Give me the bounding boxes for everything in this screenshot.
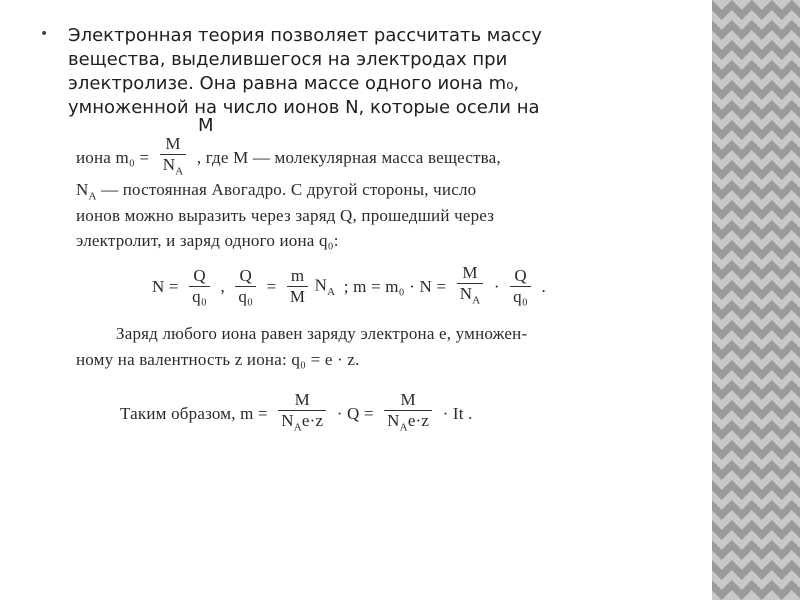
scan-text: иона m₀ = [76,147,150,167]
fraction-denominator: q₀ [513,287,528,307]
subscript: A [175,165,184,178]
scan-line-1 [72,134,505,181]
equation-1 [148,263,550,310]
subscript: A [399,421,408,434]
fraction-numerator: Q [510,266,531,287]
eq-text: · Q = [336,403,374,423]
eq-text: N = [152,276,179,296]
fraction [287,266,308,307]
eq-text: · It . [442,403,473,423]
fraction [160,134,187,181]
eq-text: . [541,276,546,296]
fraction-denominator [457,284,484,310]
fraction-denominator: q₀ [192,287,207,307]
den-text: e·z [301,411,324,430]
para2-line-1: Заряд любого иона равен заряду электрона e, умножен- [116,324,528,343]
decorative-sidebar [712,0,800,600]
fraction-denominator [160,155,187,181]
den-text: N [281,411,294,430]
fraction [235,266,256,307]
eq-text: Таким образом, m = [120,403,268,423]
bullet-paragraph [40,24,620,120]
fraction-numerator: m [287,266,308,287]
eq-text: ; m = m₀ · N = [343,276,447,296]
fraction [278,390,326,437]
fraction [457,263,484,310]
fraction-denominator [384,411,432,437]
subscript: A [293,421,302,434]
subscript: A [327,286,336,298]
fraction-denominator: M [289,287,306,307]
den-text: e·z [407,411,430,430]
fraction [189,266,210,307]
fraction [384,390,432,437]
subscript: A [88,190,97,203]
bullet-text: Электронная теория позволяет рассчитать массу вещества, выделившегося на электродах при электролизе. Она равна массе одного иона m₀, умноженной на число ионов N, которые осели на [68,25,542,118]
fraction-numerator: Q [189,266,210,287]
fraction [510,266,531,307]
eq-text: N [314,275,328,295]
den-text: N [162,155,176,174]
subscript: A [472,294,481,307]
fraction-denominator: q₀ [238,287,254,307]
fraction-numerator: M [160,134,187,155]
eq-text: · [493,276,500,296]
final-equation [116,390,477,437]
den-text: N [387,411,400,430]
scan-line-3: ионов можно выразить через заряд Q, прошедший через [76,206,495,225]
fraction-denominator [278,411,326,437]
fraction-numerator: M [457,263,484,284]
eq-text: = [266,276,277,296]
scan-line-4: электролит, и заряд одного иона q₀: [76,231,339,250]
scan-text: N [76,180,89,199]
scan-text: — постоянная Авогадро. С другой стороны, число [96,180,477,199]
eq-text: , [220,276,225,296]
scan-line-2 [76,180,476,202]
den-text: N [459,284,473,303]
scanned-formula-image [72,128,652,448]
scan-text: , где M — молекулярная масса вещества, [196,147,501,167]
fraction-numerator: M [384,390,432,411]
cut-off-text: M [198,118,214,132]
fraction-numerator: M [278,390,326,411]
bullet-icon: • [40,26,49,42]
para2-line-2: ному на валентность z иона: q₀ = e · z. [76,350,360,369]
fraction-numerator: Q [235,266,256,287]
